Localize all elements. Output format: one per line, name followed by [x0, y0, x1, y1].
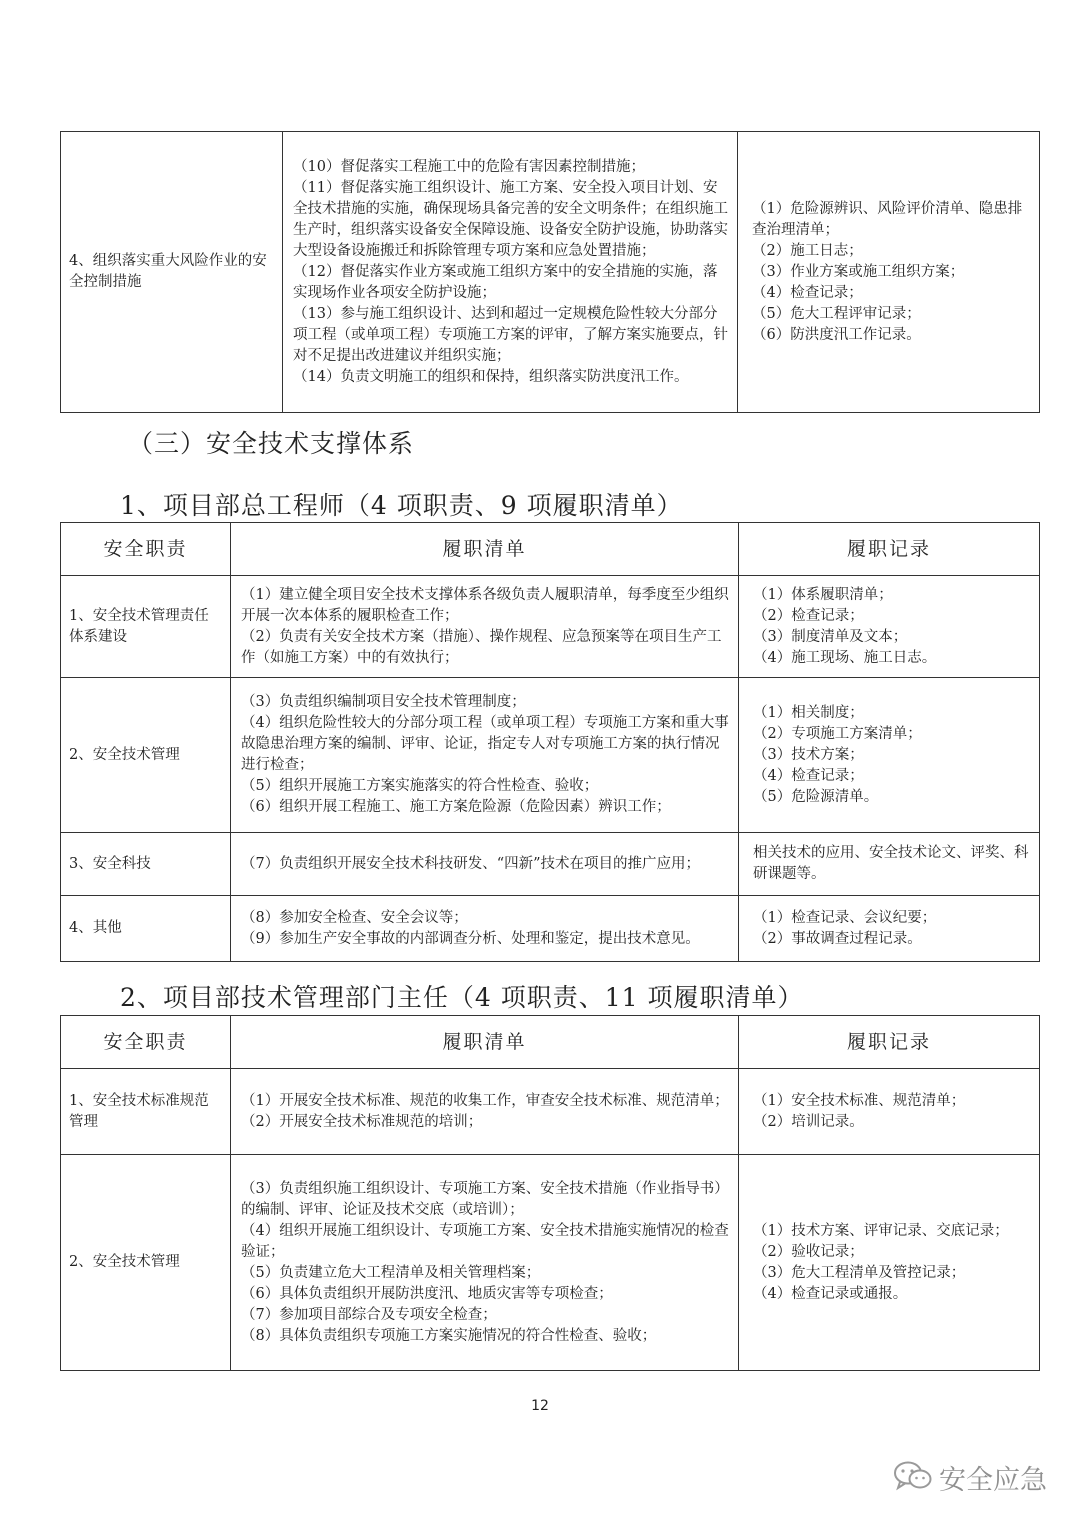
records-cell — [739, 1155, 1040, 1371]
list-item: （7）参加项目部综合及专项安全检查； — [241, 1306, 497, 1323]
record-item: （2）培训记录。 — [753, 1113, 864, 1130]
list-cell — [231, 576, 739, 678]
record-item: （4）检查记录或通报。 — [753, 1285, 908, 1302]
record-item: （1）检查记录、会议纪要； — [753, 909, 937, 926]
list-item: （4）组织危险性较大的分部分项工程（或单项工程）专项施工方案和重大事故隐患治理方案的编制、评审、论证，指定专人对专项施工方案的执行情况进行检查； — [241, 715, 729, 773]
record-item: （1）体系履职清单； — [753, 586, 893, 603]
record-item: （1）技术方案、评审记录、交底记录； — [753, 1222, 1009, 1239]
list-item: （1）建立健全项目安全技术支撑体系各级负责人履职清单，每季度至少组织开展一次本体系的履职检查工作； — [241, 586, 729, 624]
record-item: （1）危险源辨识、风险评价清单、隐患排查治理清单； — [752, 200, 1023, 238]
record-item: （1）相关制度； — [753, 704, 864, 721]
record-item: （4）施工现场、施工日志。 — [753, 649, 937, 666]
records-cell — [739, 833, 1040, 896]
col-header-records: 履职记录 — [739, 1016, 1040, 1069]
list-item: （2）负责有关安全技术方案（措施）、操作规程、应急预案等在项目生产工作（如施工方案）中的有效执行； — [241, 628, 722, 666]
list-item: （3）负责组织施工组织设计、专项施工方案、安全技术措施（作业指导书）的编制、评审、论证及技术交底（或培训）； — [241, 1180, 729, 1218]
table-row — [61, 1069, 1040, 1155]
table-row — [61, 132, 1040, 413]
col-header-list: 履职清单 — [231, 523, 739, 576]
table-row — [61, 576, 1040, 678]
list-item: （8）具体负责组织专项施工方案实施情况的符合性检查、验收； — [241, 1327, 657, 1344]
table-header-row — [61, 523, 1040, 576]
page-number: 12 — [531, 1398, 549, 1414]
list-item: （4）组织开展施工组织设计、专项施工方案、安全技术措施实施情况的检查验证； — [241, 1222, 729, 1260]
list-item: （6）组织开展工程施工、施工方案危险源（危险因素）辨识工作； — [241, 799, 671, 815]
duty-cell: 1、安全技术管理责任体系建设 — [61, 576, 231, 678]
list-item: （13）参与施工组织设计、达到和超过一定规模危险性较大分部分项工程（或单项工程）专项施工方案的评审，了解方案实施要点，针对不足提出改进建议并组织实施； — [293, 305, 728, 364]
record-item: （4）检查记录； — [753, 767, 864, 784]
record-item: （2）专项施工方案清单； — [753, 725, 922, 742]
watermark-text: 安全应急 — [939, 1465, 1047, 1496]
list-item: （2）开展安全技术标准规范的培训； — [241, 1113, 483, 1130]
watermark — [893, 1458, 1047, 1497]
list-item: （1）开展安全技术标准、规范的收集工作，审查安全技术标准、规范清单； — [241, 1092, 729, 1109]
table-row — [61, 1155, 1040, 1371]
duty-cell: 2、安全技术管理 — [61, 678, 231, 833]
col-header-duty: 安全职责 — [61, 1016, 231, 1069]
record-item: （5）危险源清单。 — [753, 788, 879, 805]
tech-dept-head-table — [60, 1015, 1040, 1371]
subsection-title-1: 1、项目部总工程师（4 项职责、9 项履职清单） — [120, 491, 683, 520]
list-cell — [231, 678, 739, 833]
records-cell — [739, 896, 1040, 962]
record-item: （2）事故调查过程记录。 — [753, 930, 922, 947]
list-cell — [231, 833, 739, 896]
col-header-duty: 安全职责 — [61, 523, 231, 576]
table-row — [61, 678, 1040, 833]
records-cell — [739, 576, 1040, 678]
record-item: （3）制度清单及文本； — [753, 628, 908, 645]
record-item: （5）危大工程评审记录； — [752, 305, 921, 322]
duty-cell: 3、安全科技 — [61, 833, 231, 896]
records-cell — [738, 132, 1040, 413]
list-item: （3）负责组织编制项目安全技术管理制度； — [241, 694, 526, 710]
col-header-list: 履职清单 — [231, 1016, 739, 1069]
record-item: （3）技术方案； — [753, 746, 864, 763]
table-row — [61, 896, 1040, 962]
list-item: （6）具体负责组织开展防洪度汛、地质灾害等专项检查； — [241, 1285, 613, 1302]
record-item: 相关技术的应用、安全技术论文、评奖、科研课题等。 — [753, 845, 1029, 882]
record-item: （3）危大工程清单及管控记录； — [753, 1264, 966, 1281]
list-item: （11）督促落实施工组织设计、施工方案、安全投入项目计划、安全技术措施的实施，确保现场具备完善的安全文明条件；在组织施工生产时，组织落实设备安全保障设施、设备安全防护设施，协助落实大型设备设施搬迁和拆除管理专项方案和应急处置措施； — [293, 179, 728, 259]
list-item: （12）督促落实作业方案或施工组织方案中的安全措施的实施，落实现场作业各项安全防护设施； — [293, 263, 718, 301]
subsection-title-2: 2、项目部技术管理部门主任（4 项职责、11 项履职清单） — [120, 983, 804, 1012]
wechat-icon — [893, 1460, 933, 1496]
list-cell — [231, 896, 739, 962]
records-cell — [739, 678, 1040, 833]
record-item: （3）作业方案或施工组织方案； — [752, 263, 965, 280]
duty-cell: 4、组织落实重大风险作业的安全控制措施 — [61, 132, 283, 413]
duty-cell: 1、安全技术标准规范管理 — [61, 1069, 231, 1155]
record-item: （2）验收记录； — [753, 1243, 864, 1260]
list-item: （8）参加安全检查、安全会议等； — [241, 909, 468, 926]
col-header-records: 履职记录 — [739, 523, 1040, 576]
chief-engineer-table — [60, 522, 1040, 962]
record-item: （2）施工日志； — [752, 242, 863, 259]
list-item: （10）督促落实工程施工中的危险有害因素控制措施； — [293, 158, 645, 175]
duty-table-continued — [60, 131, 1040, 413]
record-item: （2）检查记录； — [753, 607, 864, 624]
record-item: （1）安全技术标准、规范清单； — [753, 1092, 966, 1109]
duty-cell: 4、其他 — [61, 896, 231, 962]
section-title: （三）安全技术支撑体系 — [128, 429, 415, 458]
record-item: （6）防洪度汛工作记录。 — [752, 326, 921, 343]
records-cell — [739, 1069, 1040, 1155]
list-cell — [231, 1155, 739, 1371]
table-header-row — [61, 1016, 1040, 1069]
record-item: （4）检查记录； — [752, 284, 863, 301]
table-row — [61, 833, 1040, 896]
duty-cell: 2、安全技术管理 — [61, 1155, 231, 1371]
list-item: （9）参加生产安全事故的内部调查分析、处理和鉴定，提出技术意见。 — [241, 930, 700, 947]
list-item: （5）负责建立危大工程清单及相关管理档案； — [241, 1264, 541, 1281]
list-item: （5）组织开展施工方案实施落实的符合性检查、验收； — [241, 778, 599, 794]
list-cell — [283, 132, 738, 413]
list-item: （14）负责文明施工的组织和保持，组织落实防洪度汛工作。 — [293, 368, 689, 385]
list-cell — [231, 1069, 739, 1155]
list-item: （7）负责组织开展安全技术科技研发、“四新”技术在项目的推广应用； — [241, 855, 701, 872]
